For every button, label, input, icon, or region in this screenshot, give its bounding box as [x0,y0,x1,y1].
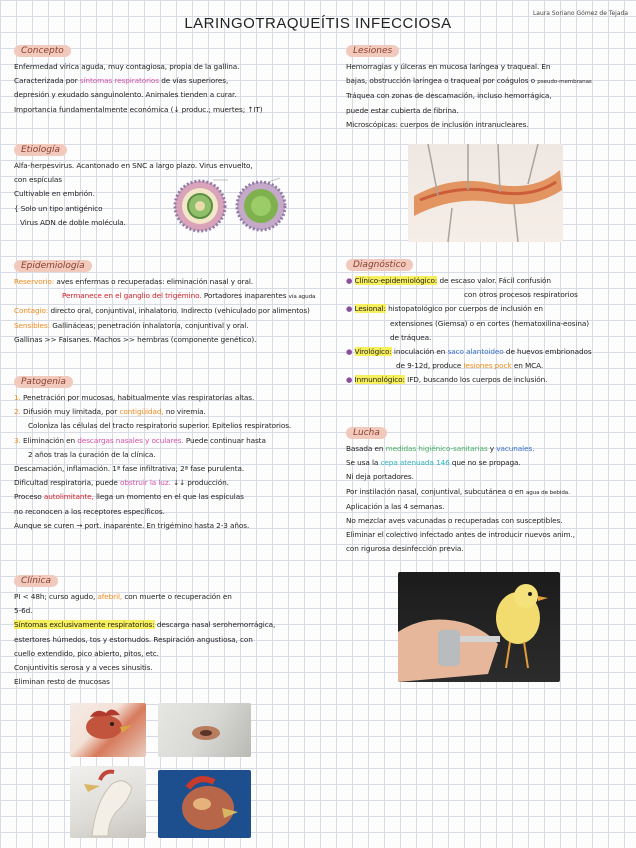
label: Contagio: [14,306,49,316]
hen-open-beak-icon [70,766,146,838]
bullet-icon: ● [346,375,353,385]
highlight-text: Síntomas exclusivamente respiratorios: [14,620,155,630]
eye-closeup-icon [158,703,251,757]
number: 3. [14,435,21,445]
text: histopatológico por cuerpos de inclusión en [388,304,543,314]
patogenia-line [14,476,291,490]
virus-icon [175,181,225,231]
clinica-line [14,590,275,604]
text: IFD, buscando los cuerpos de inclusión. [407,375,548,385]
author-name: Laura Soriano Gómez de Tejada [532,10,628,17]
header-epidemiologia: Epidemiología [14,260,92,272]
text: Basada en [346,444,384,453]
section-clinica [14,568,275,689]
lucha-line: Ni deja portadores. [346,472,414,482]
highlight-text: obstruir la luz. [120,478,171,488]
virus-capsid-icon [237,182,285,230]
text: Difusión muy limitada, por [23,407,118,417]
text: Portadores inaparentes [203,291,287,301]
highlight-text: Permanece en el ganglio del trigémino. [62,291,202,301]
patogenia-line: Aunque se curen → port. inaparente. En trigémino hasta 2-3 años. [14,520,250,530]
header-diagnostico: Diagnóstico [346,259,413,271]
text: Gallináceas; penetración inhalatoria, conjuntival y oral. [52,320,249,330]
patogenia-line [14,405,291,419]
clinica-line: Conjuntivitis serosa y a veces sinusitis. [14,663,153,673]
highlight-text: autolimitante, [43,492,94,502]
header-patogenia: Patogenia [14,376,73,388]
lesiones-line [346,74,592,89]
text: inoculación en [393,347,446,357]
label: Reservorio: [14,277,55,286]
patogenia-line [14,391,291,405]
text: con muerte o recuperación en [124,592,232,601]
diagnostico-line [346,373,592,387]
text: de vías superiores, [161,76,229,86]
clinica-line: estertores húmedos, tos y estornudos. Respiración angustiosa, con [14,634,253,644]
text: Solo un tipo antigénico [20,203,103,213]
highlight-text: síntomas respiratorios [79,76,159,86]
lucha-line: Aplicación a las 4 semanas. [346,501,445,511]
lucha-line [346,442,575,456]
text: de huevos embrionados [505,347,592,357]
photo-hen-open-beak [70,766,146,838]
highlight-text: medidas higiénico-sanitarias [385,444,488,453]
text: bajas, obstrucción laríngea o traqueal por coágulos o [346,76,536,86]
etiologia-line: Cultivable en embrión. [14,189,95,199]
text: Proceso [14,492,42,502]
hen-lesion-icon [158,770,251,838]
text: en MCA. [513,361,544,371]
note: agua de bebida. [525,489,570,496]
patogenia-line [14,490,291,504]
header-lucha: Lucha [346,427,387,439]
label: Inmunológico: [354,375,405,385]
highlight-text: descargas nasales y oculares. [77,435,184,445]
text: aves enfermas o recuperadas: eliminación nasal y oral. [56,277,254,286]
highlight-text: saco alantoideo [447,347,504,357]
section-concepto [14,38,262,117]
header-lesiones: Lesiones [346,45,399,57]
label: Sensibles: [14,320,50,330]
text: descarga nasal serohemorrágica, [156,620,276,630]
text: que no se propaga. [451,458,521,468]
highlight-text: lesiones pock [463,361,512,371]
text: llega un momento en el que las espículas [95,492,244,502]
bullet-icon: ● [346,304,353,314]
epidemiologia-line [14,319,315,333]
patogenia-line: no reconocen a los receptores específicos. [14,506,165,516]
highlight-text: contigüidad, [119,407,164,417]
lucha-line: Eliminar el colectivo infectado antes de introducir nuevos anim., [346,530,575,540]
diagnostico-line: de tráquea. [390,332,432,342]
chick-vaccination-icon [398,572,560,682]
diagnostico-line: extensiones (Giemsa) o en cortes (hematoxilina-eosina) [390,318,590,328]
etiologia-line: Alfa-herpesvirus. Acantonado en SNC a largo plazo. Virus envuelto, [14,161,253,170]
note: vía aguda [288,294,316,301]
text: PI < 48h; curso agudo, [14,592,96,601]
header-etiologia: Etiología [14,144,67,156]
etiologia-line: { Solo un tipo antigénico [14,203,103,213]
etiologia-line: Virus ADN de doble molécula. [20,217,126,227]
text: de escaso valor. Fácil confusión [439,276,551,285]
patogenia-line [14,434,291,448]
label: Virológico: [354,347,392,357]
diagnostico-line: con otros procesos respiratorios [464,290,578,300]
text: Por instilación nasal, conjuntival, subcutánea o en [346,486,524,496]
section-epidemiologia [14,253,315,347]
number: 1. [14,393,21,402]
header-concepto: Concepto [14,45,71,57]
note: pseudo-membranas [537,79,592,86]
epidemiologia-line [14,289,315,304]
bullet-icon: ● [346,276,353,285]
label: Lesional: [354,304,386,314]
concepto-line [14,74,262,88]
clinica-line: Eliminan resto de mucosas [14,677,110,687]
patogenia-line: Descamación, inflamación. 1ª fase infiltrativa; 2ª fase purulenta. [14,464,245,474]
section-lucha [346,420,575,557]
epidemiologia-line: Gallinas >> Faisanes. Machos >> hembras (componente genético). [14,334,257,344]
photo-hen-head [70,703,146,757]
text: Se usa la [346,458,379,468]
lucha-line: No mezclar aves vacunadas o recuperadas con susceptibles. [346,516,563,526]
highlight-text: vacunales. [496,444,535,453]
diagnostico-line [346,359,592,373]
clinica-line: 5-6d. [14,606,33,616]
page-title: LARINGOTRAQUEÍTIS INFECCIOSA [184,15,452,32]
section-lesiones [346,38,592,132]
text: de 9-12d, produce [396,361,462,371]
lesiones-line: puede estar cubierta de fibrina. [346,105,459,115]
text: Dificultad respiratoria, puede [14,478,118,488]
lesiones-line: Hemorragias y úlceras en mucosa laríngea y traqueal. En [346,62,551,71]
header-clinica: Clínica [14,575,58,587]
photo-chick-vaccination [398,572,560,682]
photo-trachea [408,144,563,242]
hen-head-icon [70,703,146,757]
clinica-line [14,618,275,632]
diagnostico-line [346,345,592,359]
text: no viremia. [165,407,206,417]
concepto-line: Enfermedad vírica aguda, muy contagiosa, propia de la gallina. [14,62,240,71]
concepto-line: depresión y exudado sanguinolento. Animales tienden a curar. [14,90,237,100]
patogenia-line: Coloniza las células del tracto respiratorio superior. Epitelios respiratorios. [28,421,292,431]
highlight-text: cepa atenuada 146 [380,458,450,468]
lucha-line [346,485,575,500]
diagnostico-line [346,274,592,288]
text: Eliminación en [23,435,76,445]
concepto-line: Importancia fundamentalmente económica (↓ produc.; muertes; ↑IT) [14,104,263,114]
text: ↓↓ producción. [173,478,229,488]
highlight-text: afebril, [97,592,123,601]
number: 2. [14,407,21,417]
etiologia-line: con espículas [14,175,63,185]
text: Caracterizada por [14,76,78,86]
photo-eye [158,703,251,757]
clinica-line: cuello extendido, pico abierto, pitos, etc. [14,648,159,658]
label: Clínico-epidemiológico: [354,276,438,285]
virus-illustration [168,176,288,238]
lucha-line: con rigurosa desinfección previa. [346,544,464,554]
text: Penetración por mucosas, habitualmente vías respiratorias altas. [23,393,255,402]
text: directo oral, conjuntival, inhalatorio. Indirecto (vehiculado por alimentos) [50,306,310,316]
epidemiologia-line [14,304,315,318]
text: y [489,444,495,453]
lucha-line [346,456,575,470]
patogenia-line: 2 años tras la curación de la clínica. [28,449,156,459]
section-diagnostico [346,252,592,388]
epidemiologia-line [14,275,315,289]
lesiones-line: Microscópicas: cuerpos de inclusión intranucleares. [346,119,529,129]
diagnostico-line [346,302,592,316]
text: Puede continuar hasta [185,435,266,445]
photo-hen-lesion [158,770,251,838]
section-patogenia [14,369,291,533]
bullet-icon: ● [346,347,353,357]
lesiones-line: Tráquea con zonas de descamación, incluso hemorrágica, [346,91,552,101]
trachea-icon [408,144,563,242]
